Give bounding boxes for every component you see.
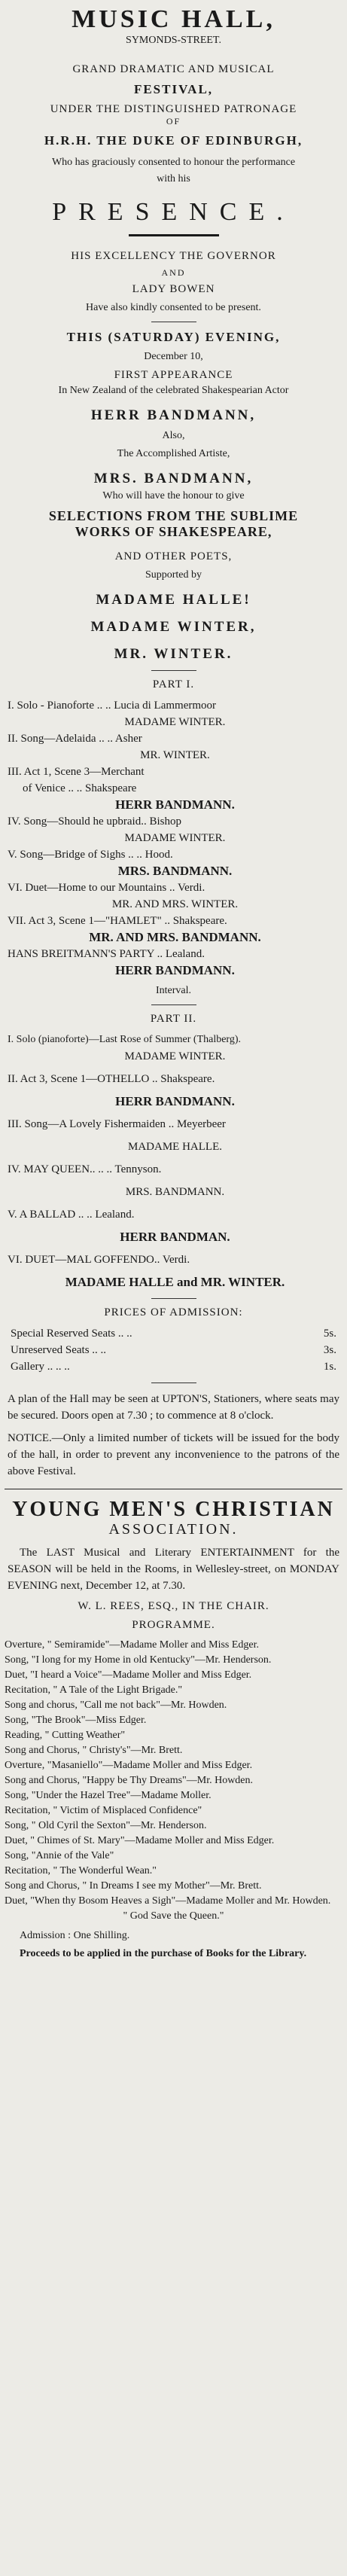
programme-line: V. A BALLAD .. .. Lealand. <box>8 1209 135 1221</box>
duke-line: H.R.H. THE DUKE OF EDINBURGH, <box>44 133 303 148</box>
performer-line: HERR BANDMANN. <box>115 797 235 812</box>
programme-item: Song and Chorus, "Happy be Thy Dreams"—Mr. Howden. <box>5 1775 254 1786</box>
programme-item: Recitation, " Victim of Misplaced Confidence" <box>5 1805 202 1816</box>
evening-line: THIS (SATURDAY) EVENING, <box>66 330 281 344</box>
divider <box>129 234 219 236</box>
programme-line: V. Song—Bridge of Sighs .. .. Hood. <box>8 849 173 861</box>
divider <box>151 1004 196 1005</box>
programme-item: Duet, "When thy Bosom Heaves a Sigh"—Madame Moller and Mr. Howden. <box>5 1895 331 1907</box>
part-2-programme <box>5 1032 342 1291</box>
programme-line: II. Song—Adelaida .. .. Asher <box>8 733 142 745</box>
programme-line: VI. Duet—Home to our Mountains .. Verdi. <box>8 882 205 894</box>
programme-item: Reading, " Cutting Weather" <box>5 1730 126 1741</box>
programme-item: Song, "I long for my Home in old Kentucky"—Mr. Henderson. <box>5 1654 272 1666</box>
programme-line: III. Act 1, Scene 3—Merchant <box>8 766 145 778</box>
divider <box>151 1298 196 1299</box>
of-line: OF <box>166 116 181 127</box>
programme-item: Overture, "Masaniello"—Madame Moller and Miss Edger. <box>5 1760 253 1771</box>
price-value: 1s. <box>323 1361 336 1373</box>
honour-text: Who has graciously consented to honour the performance with his <box>51 157 296 184</box>
chair-line: W. L. REES, ESQ., IN THE CHAIR. <box>78 1600 269 1612</box>
performer-line: HERR BANDMANN. <box>115 1094 235 1108</box>
performer-line: MADAME HALLE. <box>128 1141 222 1153</box>
proceeds-line: Proceeds to be applied in the purchase of Books for the Library. <box>20 1948 307 1959</box>
programme-item: Overture, " Semiramide"—Madame Moller and Miss Edger. <box>5 1639 260 1651</box>
festival-line-1: GRAND DRAMATIC AND MUSICAL <box>72 63 275 75</box>
nz-line: In New Zealand of the celebrated Shakespearian Actor <box>58 385 289 396</box>
performer-line: MR. WINTER. <box>140 749 210 761</box>
programme-line: HANS BREITMANN'S PARTY .. Lealand. <box>8 948 205 960</box>
programme-item: Duet, " Chimes of St. Mary"—Madame Moller and Miss Edger. <box>5 1835 275 1846</box>
selections-line-1: SELECTIONS FROM THE SUBLIME <box>48 508 299 523</box>
price-value: 3s. <box>323 1344 336 1356</box>
mrs-bandmann: MRS. BANDMANN, <box>93 471 254 486</box>
programme-line: IV. MAY QUEEN.. .. .. Tennyson. <box>8 1163 162 1175</box>
programme-item: Song and chorus, "Call me not back"—Mr. Howden. <box>5 1700 227 1711</box>
performer-line: MRS. BANDMANN. <box>125 1186 225 1198</box>
artiste-line: The Accomplished Artiste, <box>117 448 230 459</box>
programme-line: I. Solo - Pianoforte .. .. Lucia di Lammermoor <box>8 700 217 712</box>
programme-line: VI. DUET—MAL GOFFENDO.. Verdi. <box>8 1254 190 1266</box>
programme-line: VII. Act 3, Scene 1—"HAMLET" .. Shakspeare. <box>8 915 227 927</box>
honour-give: Who will have the honour to give <box>102 490 245 501</box>
performer-line: HERR BANDMAN. <box>120 1230 230 1244</box>
also-line: Also, <box>162 430 185 441</box>
performer-line: MADAME WINTER. <box>124 716 226 728</box>
programme-item: Song, "Annie of the Vale" <box>5 1850 114 1861</box>
price-row <box>5 1325 342 1342</box>
programme-item: Song, " Old Cyril the Sexton"—Mr. Henderson. <box>5 1820 207 1831</box>
programme-item: Song, "The Brook"—Miss Edger. <box>5 1715 147 1726</box>
programme-line: of Venice .. .. Shakspeare <box>23 782 137 794</box>
programme-item: Song, "Under the Hazel Tree"—Madame Moller. <box>5 1790 212 1801</box>
programme-line: II. Act 3, Scene 1—OTHELLO .. Shakspeare. <box>8 1073 215 1085</box>
programme-line: IV. Song—Should he upbraid.. Bishop <box>8 815 181 828</box>
part-1-programme <box>5 697 342 979</box>
prices-heading: PRICES OF ADMISSION: <box>104 1306 243 1318</box>
plan-paragraph: A plan of the Hall may be seen at UPTON'S, Stationers, where seats may be secured. Doors open at 7.30 ; to commence at 8 o'clock. <box>8 1393 339 1422</box>
price-label: Gallery .. .. .. <box>11 1361 70 1373</box>
patronage-line: UNDER THE DISTINGUISHED PATRONAGE <box>50 103 297 115</box>
performer-line: MRS. BANDMANN. <box>117 864 233 878</box>
performer-line: MADAME WINTER. <box>124 832 226 844</box>
ymca-subtitle: ASSOCIATION. <box>108 1521 239 1538</box>
festival-line-2: FESTIVAL, <box>133 82 214 96</box>
programme-item: Recitation, " A Tale of the Light Brigade." <box>5 1684 183 1696</box>
ymca-title: YOUNG MEN'S CHRISTIAN <box>12 1498 335 1521</box>
first-appearance: FIRST APPEARANCE <box>114 369 233 381</box>
programme-item: Song and Chorus, " Christy's"—Mr. Brett. <box>5 1745 183 1756</box>
herr-bandmann: HERR BANDMANN, <box>90 407 257 423</box>
selections-line-2: WORKS OF SHAKESPEARE, <box>75 524 272 539</box>
performer-line: MR. AND MRS. BANDMANN. <box>89 930 261 944</box>
madame-winter: MADAME WINTER, <box>90 619 257 635</box>
divider <box>151 670 196 671</box>
part-2-heading: PART II. <box>150 1013 197 1025</box>
presence-heading: PRESENCE. <box>52 198 295 226</box>
programme-line: III. Song—A Lovely Fishermaiden .. Meyerbeer <box>8 1118 226 1130</box>
notice-paragraph: NOTICE.—Only a limited number of tickets will be issued for the body of the hall, in order to prevent any inconvenience to the patrons of the above Festival. <box>8 1432 339 1477</box>
performer-line: MR. AND MRS. WINTER. <box>111 898 239 910</box>
performer-line: HERR BANDMANN. <box>115 963 235 977</box>
price-label: Unreserved Seats .. .. <box>11 1344 107 1356</box>
ymca-paragraph: The LAST Musical and Literary ENTERTAINMENT for the SEASON will be held in the Rooms, in Wellesley-street, on MONDAY EVENING next, December 12, at 7.30. <box>8 1547 339 1592</box>
programme-item: Duet, "I heard a Voice"—Madame Moller and Miss Edger. <box>5 1669 252 1681</box>
poets-line: AND OTHER POETS, <box>114 550 233 562</box>
price-label: Special Reserved Seats .. .. <box>11 1328 132 1340</box>
interval-line: Interval. <box>155 985 192 996</box>
page-subtitle: SYMONDS-STREET. <box>126 35 221 46</box>
newspaper-column <box>5 0 342 1960</box>
programme-heading: PROGRAMME. <box>132 1619 215 1631</box>
performer-line: MADAME HALLE and MR. WINTER. <box>65 1275 285 1289</box>
price-value: 5s. <box>323 1328 336 1340</box>
programme-item: Recitation, " The Wonderful Wean." <box>5 1865 157 1876</box>
governor-line: HIS EXCELLENCY THE GOVERNOR <box>71 250 276 262</box>
programme-item: " God Save the Queen." <box>123 1910 224 1922</box>
programme-item: Song and Chorus, " In Dreams I see my Mother"—Mr. Brett. <box>5 1880 262 1892</box>
performer-line: MADAME WINTER. <box>124 1050 226 1062</box>
admission-line: Admission : One Shilling. <box>20 1930 130 1941</box>
lady-line: LADY BOWEN <box>132 283 215 295</box>
page-title: MUSIC HALL, <box>72 5 275 33</box>
price-row <box>5 1358 342 1375</box>
and-line: AND <box>161 267 186 278</box>
mr-winter: MR. WINTER. <box>114 646 233 662</box>
price-row <box>5 1342 342 1358</box>
ymca-programme <box>5 1638 342 1924</box>
supported-line: Supported by <box>145 569 202 581</box>
date-line: December 10, <box>144 351 203 362</box>
programme-line: I. Solo (pianoforte)—Last Rose of Summer (Thalberg). <box>8 1034 242 1045</box>
consent-line: Have also kindly consented to be present. <box>86 302 261 313</box>
madame-halle: MADAME HALLE! <box>96 592 251 608</box>
part-1-heading: PART I. <box>152 678 195 690</box>
